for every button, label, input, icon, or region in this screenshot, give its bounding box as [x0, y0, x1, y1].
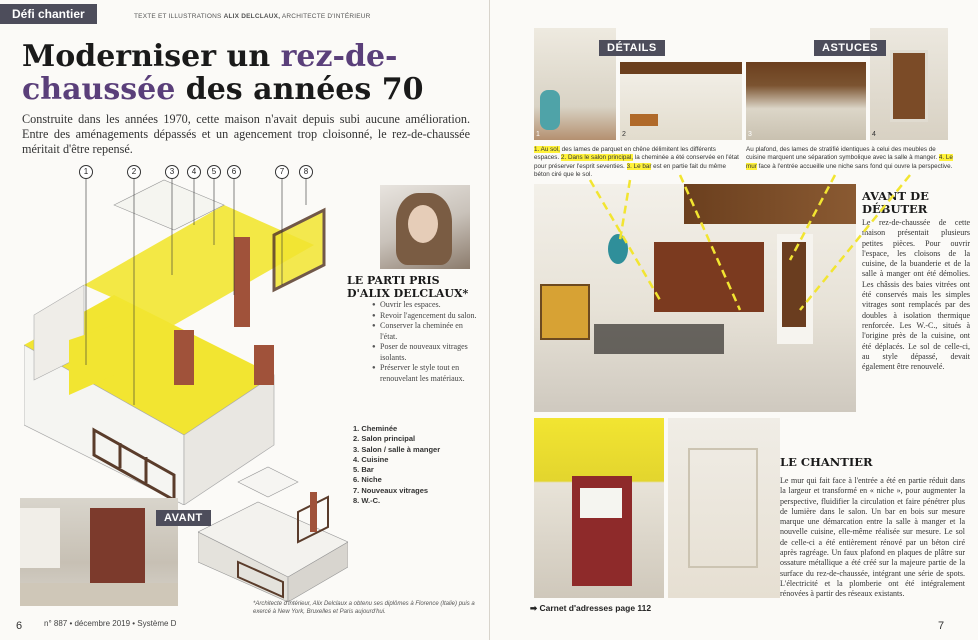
legend-item: 6. Niche	[353, 475, 382, 485]
legend-item: 4. Cuisine	[353, 454, 389, 464]
caption-text: est en partie fait du même béton ciré que le sol.	[534, 162, 726, 178]
page-number: 7	[938, 620, 945, 632]
portrait-face	[408, 205, 438, 243]
details-tag: DÉTAILS	[599, 40, 665, 56]
photo-number: 2	[622, 131, 626, 138]
credit-line	[134, 13, 371, 20]
cabinet	[580, 488, 622, 518]
vase	[540, 90, 560, 130]
issue-info: n° 887 • décembre 2019 • Système D	[44, 619, 177, 628]
legend-item: 8. W.-C.	[353, 496, 381, 506]
list-item: ● Conserver la cheminée en l'état.	[372, 321, 477, 342]
window	[20, 508, 60, 568]
caption-highlight: 3. Le bar	[626, 162, 652, 170]
ceiling	[620, 62, 742, 74]
detail-photo-3	[746, 62, 866, 140]
chantier-photo-1	[534, 418, 664, 598]
page-title	[22, 40, 462, 106]
legend-item: 5. Bar	[353, 465, 374, 475]
credit-prefix: TEXTE ET ILLUSTRATIONS	[134, 13, 222, 20]
chantier-photo-2	[668, 418, 780, 598]
parti-pris-list	[372, 300, 477, 384]
kitchen-wall	[654, 242, 764, 312]
plan-number: 6	[227, 165, 241, 179]
caption-highlight: 2. Dans le salon principal,	[560, 154, 634, 162]
plan-number: 4	[187, 165, 201, 179]
plan-number: 5	[207, 165, 221, 179]
windows-back	[274, 210, 324, 290]
details-caption	[534, 146, 742, 179]
plan-legend	[353, 424, 440, 506]
legend-item: 1. Cheminée	[353, 424, 398, 433]
caption-text: face à l'entrée accueille une niche sans fond qui ouvre la perspective.	[756, 162, 953, 170]
brick-column-2	[174, 330, 194, 385]
legend-item: 2. Salon principal	[353, 434, 416, 444]
parti-pris-title: LE PARTI PRIS D'ALIX DELCLAUX*	[347, 274, 469, 300]
photo-number: 1	[536, 131, 540, 138]
title-part-2: des années 70	[185, 72, 424, 107]
caption-text: Au plafond, des lames de stratifié identiques à celui des meubles de cuisine marquent une séparation symbolique avec la salle à manger.	[746, 146, 938, 162]
plan-number: 7	[275, 165, 289, 179]
title-accent: rez-de-chaussée	[22, 39, 398, 107]
caption-highlight: 4. Le mur	[746, 154, 953, 170]
right-page	[489, 0, 978, 640]
brick-column	[234, 237, 250, 327]
title-part-1: Moderniser un	[22, 39, 271, 74]
list-item: ● Revoir l'agencement du salon.	[372, 311, 477, 322]
main-living-photo	[534, 184, 856, 412]
carnet-text[interactable]: Carnet d'adresses page 112	[539, 603, 652, 613]
niche	[890, 50, 928, 122]
astuces-tag: ASTUCES	[814, 40, 886, 56]
caption-text: la cheminée a été conservée en l'état pour préserver l'esprit seventies.	[534, 154, 739, 170]
plan-number: 1	[79, 165, 93, 179]
architect-portrait	[380, 185, 470, 269]
credit-role: ARCHITECTE D'INTÉRIEUR	[281, 13, 371, 20]
astuces-caption	[746, 146, 956, 171]
chantier-title: LE CHANTIER	[780, 455, 873, 469]
legend-item: 7. Nouveaux vitrages	[353, 485, 429, 495]
list-item: ● Préserver le style tout en renouvelant les matériaux.	[372, 363, 477, 384]
section-label: Défi chantier	[0, 4, 97, 24]
wood-ceiling	[684, 184, 856, 224]
credit-name: ALIX DELCLAUX,	[223, 13, 281, 20]
list-item: ● Poser de nouveaux vitrages isolants.	[372, 342, 477, 363]
painting	[540, 284, 590, 340]
pendant-lamp	[608, 234, 628, 264]
brick-column-3	[254, 345, 274, 385]
carnet-link[interactable]: ➡ Carnet d'adresses page 112	[530, 603, 652, 613]
caption-text: des lames de parquet en chêne délimitent les différents espaces.	[534, 146, 716, 162]
avant-text: Le rez-de-chaussée de cette maison présentait plusieurs petites pièces. Pour ouvrir l'espace, les cloisons de la cuisine, de la buanderie et de la salle à manger ont été démolies. Les châssis des baies vitrées ont été conservés mais les simples vitrages sont remplacés par des doubles à isolation thermique renforcée. Les W.-C., situés à l'origine près de la cuisine, ont été déplacés. Le sol de celle-ci, au style dépassé, devait également être renouvelé.	[862, 218, 970, 372]
avant-tag: AVANT	[156, 510, 211, 526]
niche-opening	[782, 242, 806, 327]
caption-highlight: 1. Au sol,	[534, 146, 560, 153]
avant-title: AVANT DE DÉBUTER	[862, 189, 929, 216]
armchair	[630, 114, 658, 126]
before-photo	[20, 498, 178, 606]
plan-number: 8	[299, 165, 313, 179]
floor	[20, 583, 178, 606]
photo-number: 4	[872, 131, 876, 138]
stripped-wall	[688, 448, 758, 568]
intro-paragraph: Construite dans les années 1970, cette maison n'avait depuis subi aucune amélioration. Entre des aménagements dépassés et un agencement trop cloisonné, le rez-de-chaussée méritait d'être repensé.	[22, 112, 470, 156]
photo-number: 3	[748, 131, 752, 138]
before-plan-illustration	[198, 452, 348, 602]
brick-fireplace	[90, 508, 145, 583]
plan-number: 3	[165, 165, 179, 179]
dining-table	[594, 324, 724, 354]
chantier-text: Le mur qui fait face à l'entrée a été en partie réduit dans la largeur et transformé en « niche », pour augmenter la perspective, fluidifier la circulation et faire pénétrer plus de lumière dans le salon. Un bar en bois sur mesure marque une démarcation entre la salle à manger et la nouvelle cuisine, elle-même réalisée sur mesure. Le sol de celle-ci a été entièrement rénové par un béton ciré après ragréage. Un faux plafond en plaques de plâtre sur ossature métallique a été créé sur la majeure partie de la surface du rez-de-chaussée, intégrant une série de spots. L'électricité et la plomberie ont été intégralement rénovées à partir des réseaux existants.	[780, 476, 965, 599]
detail-photo-2	[620, 62, 742, 140]
legend-item: 3. Salon / salle à manger	[353, 444, 441, 454]
footnote: *Architecte d'intérieur, Alix Delclaux a obtenu ses diplômes à Florence (Italie) puis a exercé à New York, Bruxelles et Paris aujourd'hui.	[253, 601, 475, 615]
page-number: 6	[16, 620, 23, 632]
plan-number: 2	[127, 165, 141, 179]
list-item: ● Ouvrir les espaces.	[372, 300, 477, 311]
